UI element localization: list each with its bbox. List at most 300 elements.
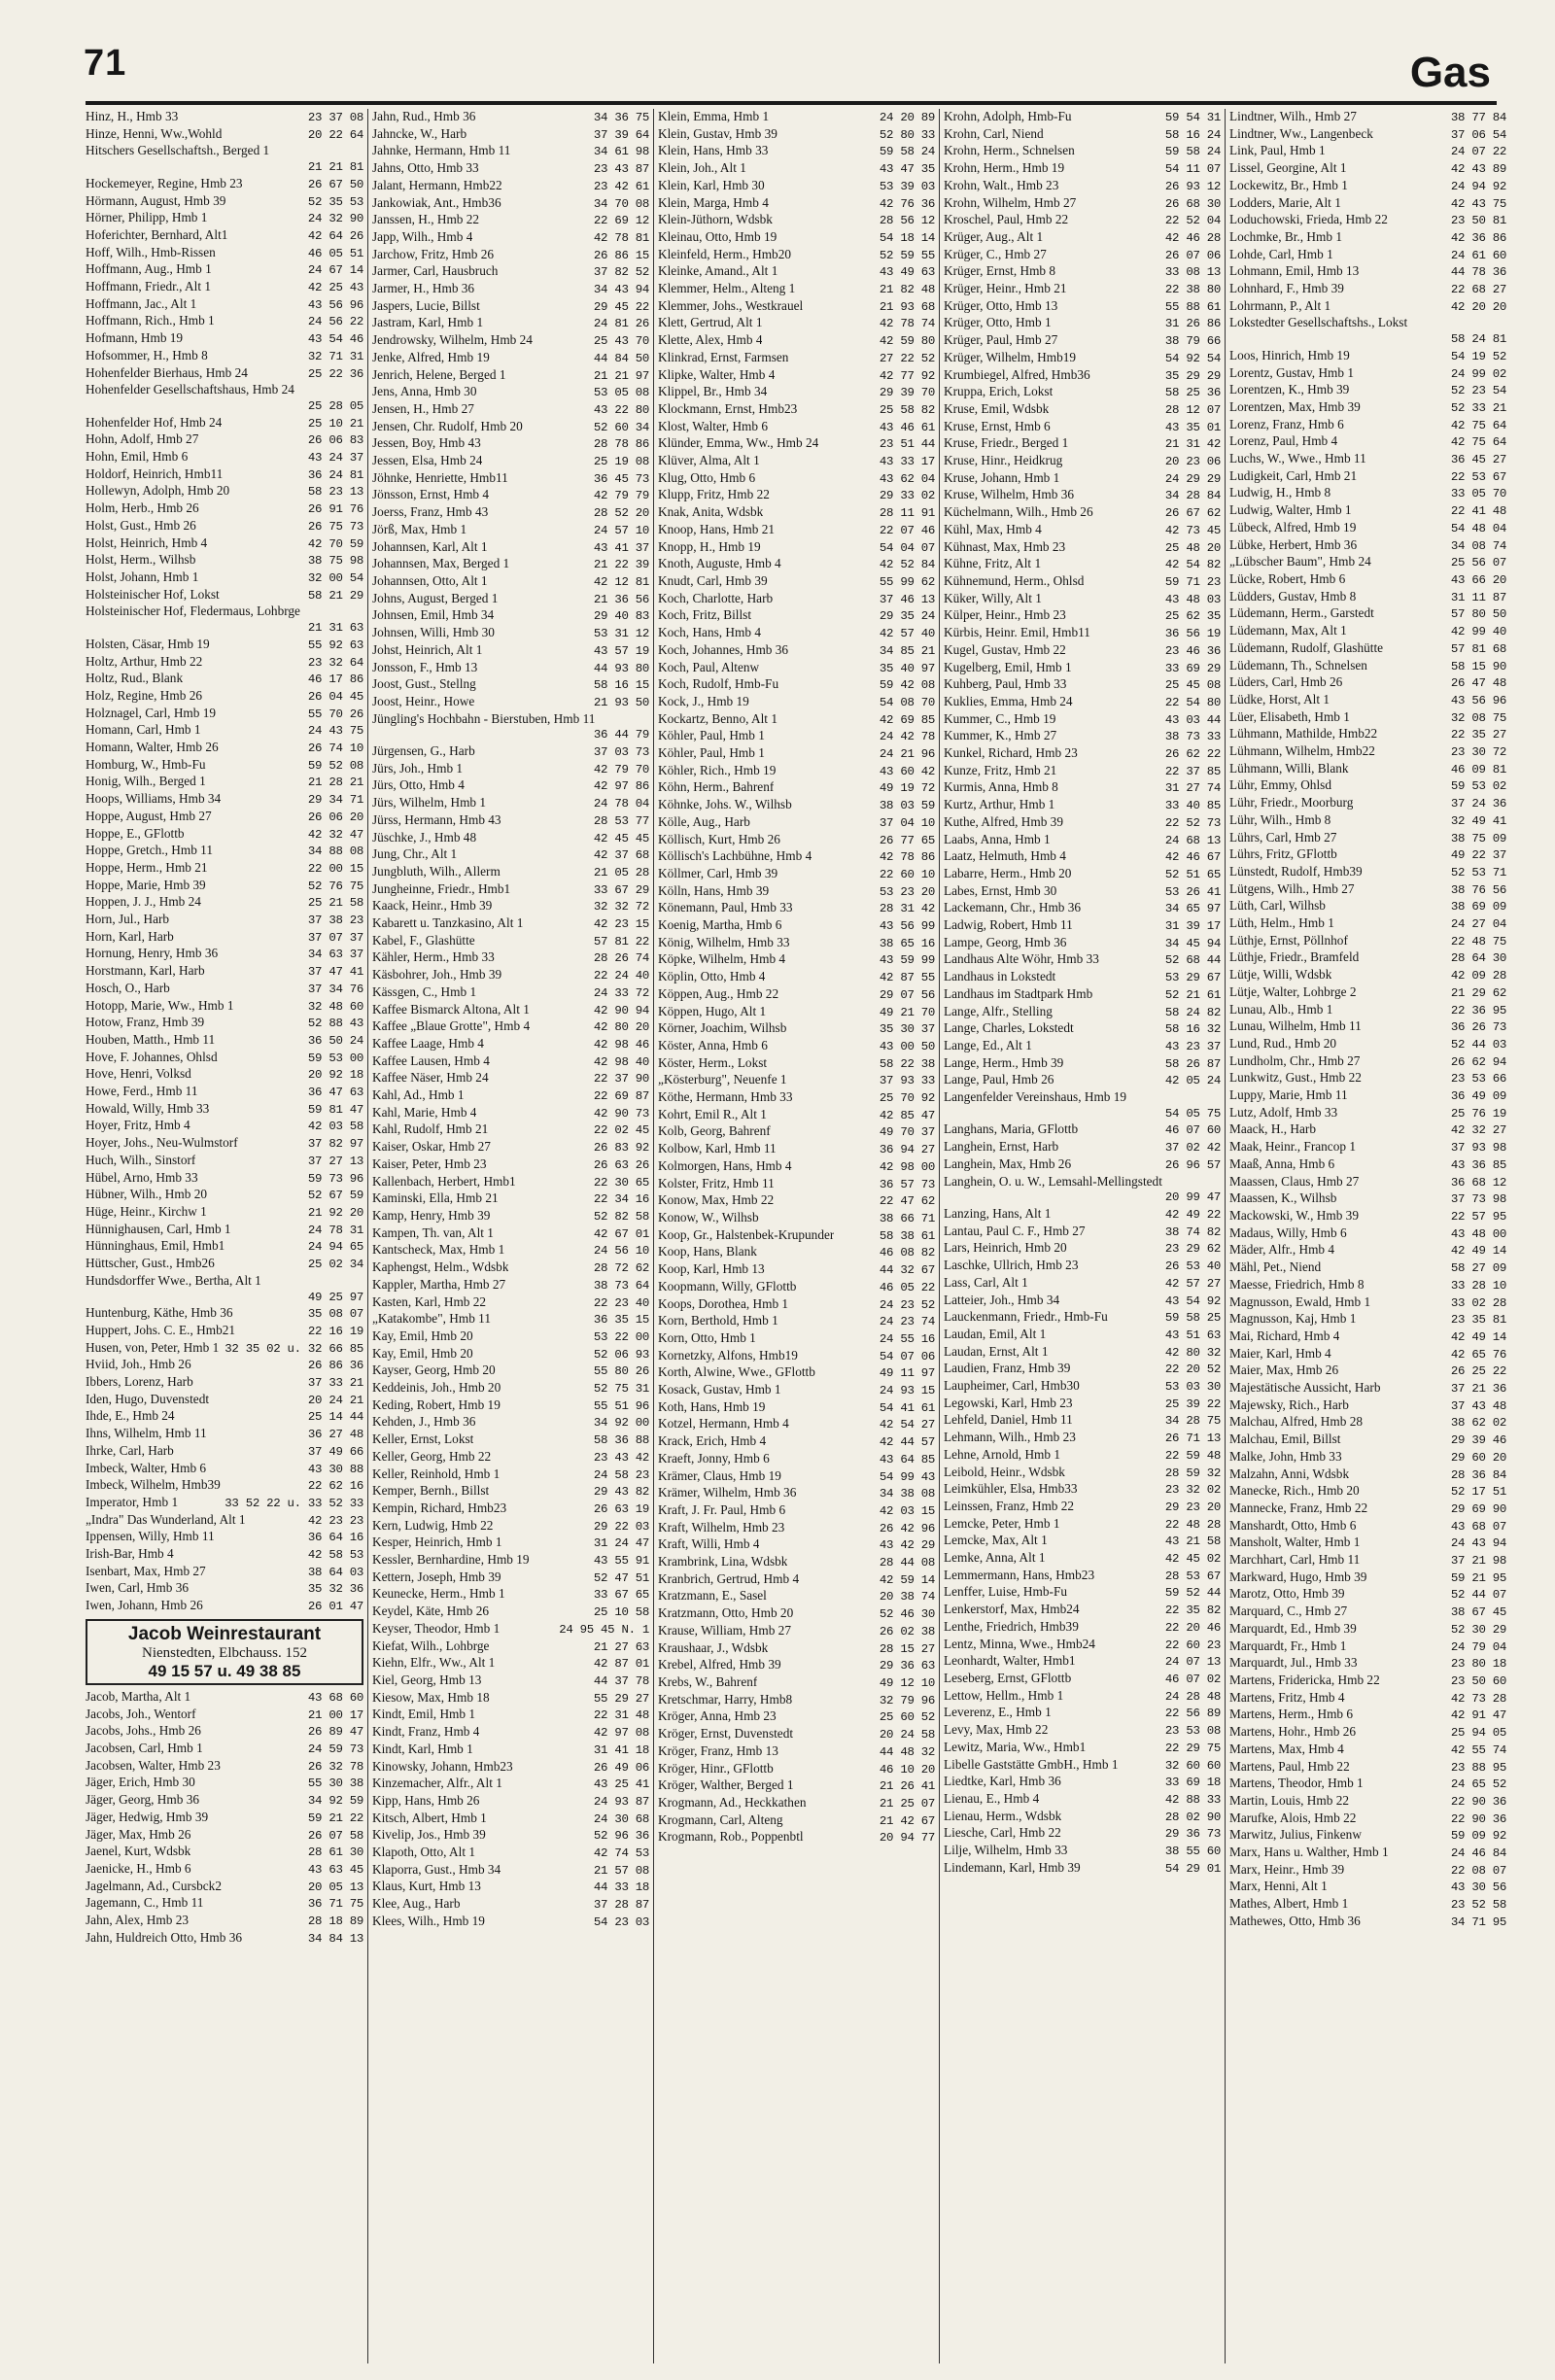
directory-entry: [658, 1382, 935, 1399]
entry-phone: 52 17 51: [1450, 1485, 1506, 1500]
entry-phone: 42 55 74: [1450, 1742, 1506, 1757]
entry-name: Lücke, Robert, Hmb 6: [1229, 570, 1346, 586]
entry-name: Kitsch, Albert, Hmb 1: [372, 1810, 487, 1825]
directory-entry: [86, 1775, 363, 1792]
directory-entry: [944, 1602, 1221, 1619]
entry-phone: 42 78 74: [879, 317, 935, 331]
directory-entry: [658, 1708, 935, 1726]
directory-entry: [372, 1793, 649, 1811]
entry-name: Hoppe, Gretch., Hmb 11: [86, 843, 213, 858]
entry-name: Küchelmann, Wilh., Hmb 26: [944, 504, 1093, 520]
entry-phone: 58 27 09: [1450, 1261, 1506, 1276]
directory-entry: [372, 1346, 649, 1363]
entry-phone: 24 78 04: [593, 797, 649, 811]
entry-name: Kaffee Bismarck Altona, Alt 1: [372, 1001, 530, 1017]
entry-name: Kaiser, Oskar, Hmb 27: [372, 1139, 491, 1155]
directory-entry: [1229, 281, 1506, 298]
entry-phone: 42 32 47: [307, 827, 363, 842]
entry-phone: 23 46 36: [1164, 643, 1221, 658]
directory-entry: [86, 1529, 363, 1546]
entry-name: Kindt, Karl, Hmb 1: [372, 1741, 473, 1756]
entry-name: Honig, Wilh., Berged 1: [86, 774, 206, 789]
entry-phone: 55 29 27: [593, 1691, 649, 1706]
entry-name: Köhler, Rich., Hmb 19: [658, 762, 777, 777]
entry-name: Mansholt, Walter, Hmb 1: [1229, 1535, 1361, 1550]
directory-entry: [86, 1844, 363, 1861]
entry-phone: 58 24 82: [1164, 1005, 1221, 1019]
entry-name: Lange, Paul, Hmb 26: [944, 1072, 1054, 1087]
entry-name: Kuhberg, Paul, Hmb 33: [944, 676, 1067, 692]
directory-entry: [86, 1392, 363, 1409]
entry-phone: 42 85 47: [879, 1108, 935, 1122]
directory-entry: [658, 607, 935, 625]
directory-entry: [658, 660, 935, 677]
entry-name: Kabel, F., Glashütte: [372, 932, 475, 948]
entry-name: Irish-Bar, Hmb 4: [86, 1546, 174, 1562]
entry-name: Lühr, Friedr., Moorburg: [1229, 795, 1354, 811]
directory-entry: [86, 757, 363, 775]
entry-phone: 52 21 61: [1164, 987, 1221, 1002]
directory-entry: [1229, 1793, 1506, 1811]
entry-name: Link, Paul, Hmb 1: [1229, 143, 1326, 158]
entry-name: Koch, Fritz, Billst: [658, 607, 752, 623]
directory-entry: [1229, 1604, 1506, 1621]
entry-phone: 53 39 03: [879, 179, 935, 193]
directory-entry: [944, 1653, 1221, 1671]
directory-entry: [372, 711, 649, 743]
directory-entry: [372, 864, 649, 881]
entry-phone: 37 93 33: [879, 1074, 935, 1088]
entry-phone: 26 62 94: [1450, 1054, 1506, 1069]
entry-phone: 23 32 02: [1164, 1483, 1221, 1498]
directory-column-5: [1225, 109, 1510, 2363]
directory-entry: [658, 1261, 935, 1279]
entry-name: Jäger, Erich, Hmb 30: [86, 1775, 195, 1790]
entry-phone: 22 23 40: [593, 1295, 649, 1310]
entry-name: Lüdemann, Herm., Garstedt: [1229, 605, 1374, 621]
entry-phone: 29 22 03: [593, 1519, 649, 1534]
entry-name: Leibold, Heinr., Wdsbk: [944, 1464, 1065, 1479]
directory-entry: [658, 763, 935, 780]
directory-entry: [944, 1396, 1221, 1413]
entry-name: Krohn, Walt., Hmb 23: [944, 177, 1059, 192]
entry-phone: 43 48 00: [1450, 1226, 1506, 1241]
directory-entry: [944, 195, 1221, 213]
directory-entry: [944, 212, 1221, 229]
directory-entry: [944, 1860, 1221, 1878]
entry-name: Klinkrad, Ernst, Farmsen: [658, 349, 789, 364]
entry-name: Keydel, Käte, Hmb 26: [372, 1604, 490, 1619]
entry-name: Lüdemann, Max, Alt 1: [1229, 623, 1347, 638]
directory-entry: [944, 625, 1221, 642]
entry-name: Lenkerstorf, Max, Hmb24: [944, 1602, 1080, 1617]
directory-entry: [944, 660, 1221, 677]
entry-name: Lüthje, Ernst, Pöllnhof: [1229, 932, 1348, 948]
entry-name: Hünnighausen, Carl, Hmb 1: [86, 1221, 231, 1236]
entry-phone: 49 70 37: [879, 1125, 935, 1140]
directory-entry: [86, 1512, 363, 1530]
entry-phone: 24 43 75: [307, 724, 363, 739]
directory-entry: [658, 814, 935, 832]
entry-name: Howald, Willy, Hmb 33: [86, 1100, 210, 1116]
entry-name: Külper, Heinr., Hmb 23: [944, 607, 1066, 623]
entry-name: Majewsky, Rich., Harb: [1229, 1397, 1349, 1412]
entry-name: Hoyer, Fritz, Hmb 4: [86, 1118, 190, 1133]
entry-phone: 24 21 96: [879, 747, 935, 762]
entry-phone: 52 35 53: [307, 194, 363, 209]
entry-name: Konow, W., Wilhsb: [658, 1210, 759, 1224]
entry-phone: 42 78 81: [593, 230, 649, 245]
entry-name: Kraeft, Jonny, Hmb 6: [658, 1450, 770, 1466]
entry-name: Holtz, Rud., Blank: [86, 671, 184, 686]
directory-entry: [944, 935, 1221, 952]
directory-entry: [944, 1516, 1221, 1534]
entry-phone: 33 40 85: [1164, 799, 1221, 813]
directory-entry: [86, 193, 363, 211]
entry-phone: 42 32 27: [1450, 1123, 1506, 1138]
directory-entry: [372, 625, 649, 642]
directory-entry: [1229, 933, 1506, 950]
entry-phone: 25 48 20: [1164, 540, 1221, 555]
entry-name: Knopp, H., Hmb 19: [658, 538, 761, 554]
entry-name: Holtz, Arthur, Hmb 22: [86, 653, 203, 669]
entry-name: Hinz, H., Hmb 33: [86, 109, 179, 123]
entry-name: Krohn, Herm., Schnelsen: [944, 143, 1075, 158]
directory-entry: [1229, 1483, 1506, 1500]
entry-name: Maier, Max, Hmb 26: [1229, 1362, 1339, 1378]
entry-name: Krämer, Wilhelm, Hmb 36: [658, 1485, 797, 1500]
entry-name: Jahn, Rud., Hmb 36: [372, 109, 476, 123]
entry-phone: 42 80 20: [593, 1020, 649, 1035]
directory-entry: [372, 1174, 649, 1191]
entry-phone: 59 54 31: [1164, 111, 1221, 124]
directory-column-4: [939, 109, 1225, 2363]
directory-column-3: [653, 109, 939, 2363]
entry-name: Lantau, Paul C. F., Hmb 27: [944, 1223, 1086, 1238]
entry-name: Keller, Reinhold, Hmb 1: [372, 1466, 501, 1481]
directory-entry: [658, 1640, 935, 1658]
entry-name: Lochmke, Br., Hmb 1: [1229, 228, 1342, 244]
entry-phone: 49 11 97: [879, 1366, 935, 1381]
directory-entry: [658, 298, 935, 316]
entry-name: Keller, Georg, Hmb 22: [372, 1448, 492, 1464]
directory-entry: [944, 986, 1221, 1004]
entry-phone: 29 39 70: [879, 386, 935, 400]
directory-entry: [86, 483, 363, 500]
directory-entry: [658, 1004, 935, 1021]
directory-entry: [1229, 399, 1506, 417]
entry-phone: 24 30 68: [593, 1811, 649, 1826]
directory-entry: [86, 1810, 363, 1827]
entry-phone: 36 26 73: [1450, 1020, 1506, 1035]
entry-phone: 34 65 97: [1164, 902, 1221, 916]
directory-entry: [372, 812, 649, 830]
entry-phone: 59 21 95: [1450, 1570, 1506, 1585]
directory-entry: [86, 279, 363, 296]
entry-name: Jensen, Chr. Rudolf, Hmb 20: [372, 418, 523, 433]
directory-entry: [372, 1742, 649, 1759]
directory-entry: [86, 1707, 363, 1724]
entry-phone: 22 36 95: [1450, 1003, 1506, 1018]
entry-name: Kinzemacher, Alfr., Alt 1: [372, 1776, 502, 1791]
entry-phone: 38 66 71: [879, 1212, 935, 1225]
directory-entry: [372, 384, 649, 401]
entry-name: Lissel, Georgine, Alt 1: [1229, 160, 1347, 176]
entry-name: Kroschel, Paul, Hmb 22: [944, 212, 1069, 227]
entry-name: Hübner, Wilh., Hmb 20: [86, 1187, 207, 1202]
directory-entry: [944, 694, 1221, 711]
entry-name: Lunkwitz, Gust., Hmb 22: [1229, 1070, 1362, 1086]
directory-entry: [658, 178, 935, 195]
directory-entry: [658, 1605, 935, 1623]
entry-phone: 43 21 58: [1164, 1535, 1221, 1549]
directory-entry: [944, 1224, 1221, 1241]
directory-entry: [658, 1055, 935, 1073]
directory-entry: [944, 883, 1221, 901]
directory-entry: [1229, 263, 1506, 281]
entry-phone: 22 41 48: [1450, 504, 1506, 519]
entry-phone: 42 97 86: [593, 779, 649, 794]
directory-entry: [658, 1451, 935, 1468]
directory-entry: [944, 1722, 1221, 1740]
directory-entry: [1229, 1139, 1506, 1156]
directory-entry: [372, 281, 649, 298]
directory-entry: [944, 1584, 1221, 1602]
directory-entry: [86, 227, 363, 245]
entry-name: „Kösterburg", Neuenfe 1: [658, 1072, 787, 1087]
directory-entry: [944, 263, 1221, 281]
entry-phone: 55 70 26: [307, 707, 363, 721]
directory-entry: [86, 1187, 363, 1204]
page-number: 71: [84, 43, 127, 84]
entry-name: Krogmann, Ad., Heckkathen: [658, 1794, 807, 1810]
entry-phone: 54 04 07: [879, 540, 935, 555]
entry-name: Hotow, Franz, Hmb 39: [86, 1015, 205, 1030]
directory-entry: [944, 1705, 1221, 1722]
directory-entry: [944, 1688, 1221, 1706]
directory-entry: [658, 263, 935, 281]
entry-name: Kabarett u. Tanzkasino, Alt 1: [372, 915, 524, 931]
directory-entry: [658, 1416, 935, 1433]
entry-name: Hoppe, August, Hmb 27: [86, 808, 212, 823]
entry-name: Kühl, Max, Hmb 4: [944, 521, 1042, 536]
entry-name: Hoppen, J. J., Hmb 24: [86, 894, 201, 910]
directory-entry: [1229, 1914, 1506, 1931]
directory-entry: [1229, 1690, 1506, 1707]
directory-entry: [1229, 1225, 1506, 1243]
directory-entry: [1229, 864, 1506, 881]
entry-phone: 29 40 83: [593, 609, 649, 624]
entry-name: Kallenbach, Herbert, Hmb1: [372, 1173, 516, 1189]
entry-phone: 57 81 68: [1450, 641, 1506, 656]
entry-phone: 42 20 20: [1450, 299, 1506, 314]
entry-phone: 29 60 20: [1450, 1450, 1506, 1465]
entry-name: Lüthje, Friedr., Bramfeld: [1229, 949, 1360, 965]
entry-phone: 43 49 63: [879, 265, 935, 280]
directory-entry: [944, 1139, 1221, 1156]
directory-entry: [86, 1495, 363, 1512]
entry-phone: 37 47 41: [307, 965, 363, 980]
entry-name: Jensen, H., Hmb 27: [372, 400, 474, 416]
directory-entry: [86, 1741, 363, 1758]
entry-name: Klemmer, Helm., Alteng 1: [658, 281, 796, 296]
entry-name: Kipp, Hans, Hmb 26: [372, 1792, 480, 1808]
directory-entry: [944, 487, 1221, 504]
entry-name: Krüger, Ernst, Hmb 8: [944, 263, 1056, 279]
entry-phone: 28 52 20: [593, 506, 649, 521]
directory-entry: [658, 745, 935, 763]
entry-phone: 26 74 10: [307, 742, 363, 756]
entry-name: Lass, Carl, Alt 1: [944, 1274, 1028, 1290]
directory-entry: [658, 1761, 935, 1778]
entry-name: Köllisch's Lachbühne, Hmb 4: [658, 848, 812, 864]
directory-entry: [372, 830, 649, 847]
entry-phone: 42 98 46: [593, 1037, 649, 1052]
entry-name: „Katakombe", Hmb 11: [372, 1311, 491, 1327]
entry-name: Horstmann, Karl, Harb: [86, 963, 205, 979]
entry-phone: 32 60 60: [1164, 1758, 1221, 1773]
directory-entry: [944, 504, 1221, 522]
entry-name: Hoffmann, Aug., Hmb 1: [86, 261, 212, 277]
directory-entry: [372, 1724, 649, 1742]
directory-entry: [1229, 1449, 1506, 1466]
entry-name: Ippensen, Willy, Hmb 11: [86, 1529, 215, 1544]
entry-name: Hornung, Henry, Hmb 36: [86, 946, 219, 961]
page-header-word: Gas: [1409, 49, 1491, 96]
entry-name: Maassen, Claus, Hmb 27: [1229, 1173, 1360, 1189]
entry-phone: 49 22 37: [1450, 848, 1506, 863]
entry-phone: 42 77 92: [879, 368, 935, 383]
entry-phone: 32 48 60: [307, 999, 363, 1014]
directory-entry: [1229, 247, 1506, 264]
entry-name: Koch, Paul, Altenw: [658, 659, 760, 674]
directory-entry: [372, 556, 649, 573]
directory-entry: [86, 466, 363, 484]
entry-phone: 42 43 75: [1450, 196, 1506, 211]
entry-phone: 21 28 21: [307, 776, 363, 790]
directory-entry: [658, 1743, 935, 1761]
entry-phone: 58 36 88: [593, 1433, 649, 1448]
entry-name: Kiel, Georg, Hmb 13: [372, 1672, 482, 1687]
entry-name: Kockartz, Benno, Alt 1: [658, 710, 778, 726]
entry-phone: 29 07 56: [879, 987, 935, 1002]
entry-name: Lüer, Elisabeth, Hmb 1: [1229, 708, 1350, 724]
entry-phone: 37 06 54: [1450, 127, 1506, 142]
directory-entry: [658, 848, 935, 866]
directory-entry: [944, 1774, 1221, 1791]
entry-phone: 43 25 41: [593, 1777, 649, 1792]
directory-entry: [944, 969, 1221, 986]
entry-phone: 37 39 64: [593, 127, 649, 142]
entry-phone: 54 29 01: [1164, 1861, 1221, 1876]
entry-phone: 20 38 74: [879, 1590, 935, 1604]
entry-name: Markward, Hugo, Hmb 39: [1229, 1569, 1367, 1584]
directory-entry: [658, 401, 935, 419]
entry-name: Klost, Walter, Hmb 6: [658, 418, 769, 433]
entry-phone: 44 32 67: [879, 1263, 935, 1278]
entry-name: Kindt, Emil, Hmb 1: [372, 1707, 476, 1722]
entry-phone: 52 51 65: [1164, 867, 1221, 881]
directory-entry: [86, 1564, 363, 1581]
directory-entry: [658, 1089, 935, 1107]
entry-name: Krogmann, Carl, Alteng: [658, 1811, 783, 1827]
entry-name: Martens, Paul, Hmb 22: [1229, 1758, 1350, 1774]
entry-name: Jahn, Huldreich Otto, Hmb 36: [86, 1929, 243, 1945]
entry-phone: 22 52 04: [1164, 214, 1221, 228]
entry-name: Jenke, Alfred, Hmb 19: [372, 349, 490, 364]
directory-entry: [86, 1305, 363, 1323]
entry-phone: 31 39 17: [1164, 919, 1221, 934]
entry-phone: 59 09 92: [1450, 1829, 1506, 1844]
directory-entry: [1229, 605, 1506, 623]
directory-entry: [372, 933, 649, 950]
directory-entry: [1229, 1190, 1506, 1208]
entry-phone: 32 79 96: [879, 1693, 935, 1707]
entry-name: Laatz, Helmuth, Hmb 4: [944, 848, 1066, 864]
directory-entry: [86, 809, 363, 826]
directory-entry: [1229, 967, 1506, 984]
directory-entry: [658, 435, 935, 453]
entry-name: Legowski, Karl, Hmb 23: [944, 1395, 1073, 1410]
entry-phone: 42 70 59: [307, 536, 363, 551]
entry-phone: 23 29 62: [1164, 1242, 1221, 1257]
directory-entry: [1229, 1535, 1506, 1552]
entry-name: Köppen, Hugo, Alt 1: [658, 1003, 767, 1018]
entry-name: Lemcke, Max, Alt 1: [944, 1533, 1048, 1548]
entry-phone: 54 99 43: [879, 1469, 935, 1484]
entry-name: Loduchowski, Frieda, Hmb 22: [1229, 212, 1388, 227]
directory-entry: [372, 1535, 649, 1552]
entry-name: Kettern, Joseph, Hmb 39: [372, 1569, 501, 1584]
entry-phone: 26 07 58: [307, 1828, 363, 1843]
entry-name: Kahl, Rudolf, Hmb 21: [372, 1121, 489, 1137]
ad-title: Jacob Weinrestaurant: [127, 1623, 322, 1644]
entry-phone: 52 47 51: [593, 1570, 649, 1585]
entry-phone: 54 23 03: [593, 1914, 649, 1929]
entry-phone: 42 59 80: [879, 334, 935, 349]
entry-phone: 38 75 98: [307, 554, 363, 569]
entry-name: Klein, Joh., Alt 1: [658, 160, 746, 176]
entry-phone: 25 10 58: [593, 1605, 649, 1620]
entry-name: Lampe, Georg, Hmb 36: [944, 934, 1067, 949]
entry-name: Lütgens, Wilh., Hmb 27: [1229, 880, 1355, 896]
entry-name: Hübel, Arno, Hmb 33: [86, 1169, 198, 1185]
directory-entry: [86, 637, 363, 654]
entry-name: Kurtz, Arthur, Hmb 1: [944, 797, 1055, 812]
entry-phone: 36 50 24: [307, 1033, 363, 1048]
entry-name: Kleinke, Amand., Alt 1: [658, 263, 778, 279]
entry-name: Kuklies, Emma, Hmb 24: [944, 693, 1073, 708]
directory-entry: [372, 967, 649, 984]
entry-name: Kern, Ludwig, Hmb 22: [372, 1517, 494, 1533]
entry-phone: 22 47 62: [879, 1194, 935, 1209]
directory-entry: [944, 109, 1221, 126]
entry-name: Holz, Regine, Hmb 26: [86, 687, 203, 703]
entry-name: Martens, Max, Hmb 4: [1229, 1741, 1344, 1756]
entry-name: Holsten, Cäsar, Hmb 19: [86, 636, 210, 651]
entry-name: Lars, Heinrich, Hmb 20: [944, 1240, 1067, 1256]
entry-phone: 26 96 57: [1164, 1157, 1221, 1172]
entry-phone: 34 08 74: [1450, 538, 1506, 553]
directory-entry: [1229, 692, 1506, 709]
entry-name: Lunau, Wilhelm, Hmb 11: [1229, 1018, 1362, 1034]
entry-name: Jacobs, Johs., Hmb 26: [86, 1723, 201, 1739]
directory-entry: [372, 126, 649, 144]
directory-entry: [372, 1053, 649, 1071]
entry-phone: 33 69 29: [1164, 661, 1221, 675]
entry-name: Manshardt, Otto, Hmb 6: [1229, 1517, 1357, 1533]
directory-entry: [944, 229, 1221, 247]
